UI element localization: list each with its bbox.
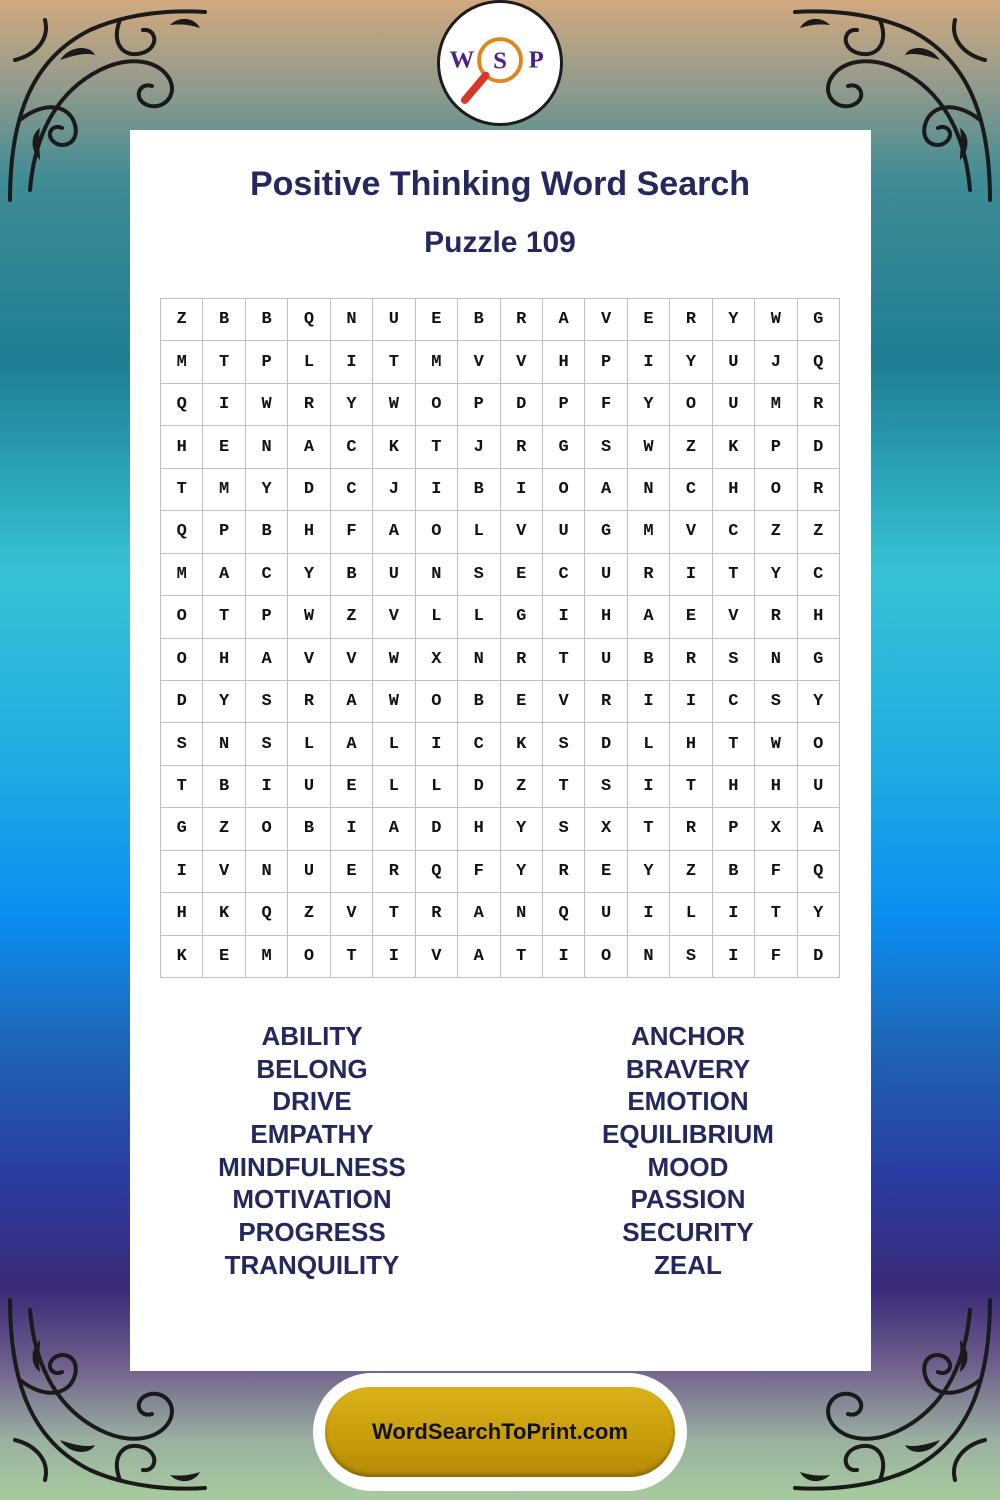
grid-cell[interactable]: T xyxy=(203,341,245,383)
grid-cell[interactable]: F xyxy=(585,384,627,426)
grid-cell[interactable]: O xyxy=(585,936,627,978)
grid-cell[interactable]: A xyxy=(798,808,840,850)
grid-cell[interactable]: H xyxy=(203,639,245,681)
grid-cell[interactable]: R xyxy=(501,426,543,468)
grid-cell[interactable]: A xyxy=(585,469,627,511)
grid-cell[interactable]: O xyxy=(161,639,203,681)
grid-cell[interactable]: U xyxy=(373,554,415,596)
grid-cell[interactable]: P xyxy=(458,384,500,426)
grid-cell[interactable]: W xyxy=(755,723,797,765)
grid-cell[interactable]: I xyxy=(713,893,755,935)
grid-cell[interactable]: W xyxy=(373,384,415,426)
grid-cell[interactable]: Q xyxy=(798,851,840,893)
search-word: DRIVE xyxy=(272,1086,352,1117)
grid-cell[interactable]: R xyxy=(670,808,712,850)
search-word: ABILITY xyxy=(261,1021,363,1051)
grid-cell[interactable]: M xyxy=(161,554,203,596)
grid-cell[interactable]: T xyxy=(713,723,755,765)
magnifier-logo-icon xyxy=(440,3,560,123)
grid-cell[interactable]: X xyxy=(416,639,458,681)
grid-cell[interactable]: W xyxy=(628,426,670,468)
grid-cell[interactable]: N xyxy=(416,554,458,596)
grid-cell[interactable]: U xyxy=(585,893,627,935)
grid-cell[interactable]: Q xyxy=(288,299,330,341)
grid-cell[interactable]: V xyxy=(331,893,373,935)
grid-cell[interactable]: R xyxy=(628,554,670,596)
grid-cell[interactable]: M xyxy=(246,936,288,978)
grid-cell[interactable]: B xyxy=(203,766,245,808)
grid-cell[interactable]: I xyxy=(416,469,458,511)
grid-cell[interactable]: B xyxy=(458,681,500,723)
grid-cell[interactable]: A xyxy=(203,554,245,596)
grid-cell[interactable]: E xyxy=(331,851,373,893)
grid-cell[interactable]: I xyxy=(628,766,670,808)
grid-cell[interactable]: I xyxy=(331,341,373,383)
grid-cell[interactable]: S xyxy=(161,723,203,765)
grid-cell[interactable]: W xyxy=(288,596,330,638)
grid-cell[interactable]: Y xyxy=(628,851,670,893)
grid-cell[interactable]: A xyxy=(373,511,415,553)
grid-cell[interactable]: Y xyxy=(628,384,670,426)
grid-cell[interactable]: O xyxy=(416,511,458,553)
grid-cell[interactable]: B xyxy=(628,639,670,681)
grid-cell[interactable]: B xyxy=(458,469,500,511)
grid-cell[interactable]: L xyxy=(628,723,670,765)
grid-cell[interactable]: L xyxy=(458,596,500,638)
grid-cell[interactable]: V xyxy=(458,341,500,383)
grid-cell[interactable]: L xyxy=(288,723,330,765)
grid-cell[interactable]: A xyxy=(331,681,373,723)
grid-cell[interactable]: F xyxy=(755,936,797,978)
grid-cell[interactable]: K xyxy=(203,893,245,935)
grid-cell[interactable]: T xyxy=(501,936,543,978)
grid-cell[interactable]: V xyxy=(331,639,373,681)
grid-cell[interactable]: R xyxy=(373,851,415,893)
grid-cell[interactable]: P xyxy=(246,596,288,638)
grid-cell[interactable]: Y xyxy=(501,851,543,893)
grid-cell[interactable]: P xyxy=(755,426,797,468)
grid-cell[interactable]: T xyxy=(543,639,585,681)
grid-cell[interactable]: S xyxy=(246,681,288,723)
grid-cell[interactable]: Z xyxy=(288,893,330,935)
grid-cell[interactable]: P xyxy=(585,341,627,383)
search-word: MOTIVATION xyxy=(232,1184,392,1215)
grid-cell[interactable]: Z xyxy=(670,851,712,893)
grid-cell[interactable]: S xyxy=(543,723,585,765)
grid-cell[interactable]: V xyxy=(501,511,543,553)
grid-cell[interactable]: W xyxy=(373,639,415,681)
grid-cell[interactable]: R xyxy=(501,299,543,341)
grid-cell[interactable]: R xyxy=(670,299,712,341)
grid-cell[interactable]: I xyxy=(246,766,288,808)
page-title: Positive Thinking Word Search xyxy=(249,165,751,203)
grid-cell[interactable]: S xyxy=(585,766,627,808)
grid-cell[interactable]: M xyxy=(203,469,245,511)
grid-cell[interactable]: C xyxy=(246,554,288,596)
grid-cell[interactable]: M xyxy=(416,341,458,383)
grid-cell[interactable]: S xyxy=(543,808,585,850)
grid-cell[interactable]: O xyxy=(798,723,840,765)
search-word: ZEAL xyxy=(654,1249,722,1280)
grid-cell[interactable]: R xyxy=(585,681,627,723)
grid-cell[interactable]: W xyxy=(246,384,288,426)
search-word: PASSION xyxy=(630,1184,746,1215)
grid-cell[interactable]: R xyxy=(288,384,330,426)
grid-cell[interactable]: H xyxy=(755,766,797,808)
grid-cell[interactable]: T xyxy=(416,426,458,468)
grid-cell[interactable]: I xyxy=(543,936,585,978)
grid-cell[interactable]: H xyxy=(798,596,840,638)
grid-cell[interactable]: I xyxy=(713,936,755,978)
grid-cell[interactable]: N xyxy=(628,469,670,511)
grid-cell[interactable]: T xyxy=(203,596,245,638)
grid-cell[interactable]: S xyxy=(585,426,627,468)
search-word: MOOD xyxy=(647,1151,729,1182)
grid-cell[interactable]: A xyxy=(331,723,373,765)
grid-cell[interactable]: L xyxy=(373,723,415,765)
grid-cell[interactable]: U xyxy=(288,851,330,893)
grid-cell[interactable]: X xyxy=(755,808,797,850)
grid-cell[interactable]: G xyxy=(585,511,627,553)
grid-cell[interactable]: L xyxy=(416,766,458,808)
grid-cell[interactable]: L xyxy=(416,596,458,638)
grid-cell[interactable]: N xyxy=(246,851,288,893)
grid-cell[interactable]: C xyxy=(798,554,840,596)
grid-cell[interactable]: P xyxy=(543,384,585,426)
grid-cell[interactable]: O xyxy=(755,469,797,511)
grid-cell[interactable]: H xyxy=(458,808,500,850)
grid-cell[interactable]: R xyxy=(543,851,585,893)
grid-cell[interactable]: B xyxy=(246,511,288,553)
logo-letter-s: S xyxy=(493,47,507,75)
grid-cell[interactable]: F xyxy=(331,511,373,553)
grid-cell[interactable]: V xyxy=(203,851,245,893)
grid-cell[interactable]: C xyxy=(713,681,755,723)
search-word: MINDFULNESS xyxy=(218,1151,406,1182)
search-word: BRAVERY xyxy=(625,1053,751,1084)
grid-cell[interactable]: N xyxy=(501,893,543,935)
grid-cell[interactable]: E xyxy=(203,936,245,978)
grid-cell[interactable]: D xyxy=(416,808,458,850)
grid-cell[interactable]: C xyxy=(670,469,712,511)
grid-cell[interactable]: Q xyxy=(246,893,288,935)
search-word: BELONG xyxy=(256,1053,368,1084)
grid-cell[interactable]: J xyxy=(373,469,415,511)
grid-cell[interactable]: T xyxy=(628,808,670,850)
grid-cell[interactable]: D xyxy=(458,766,500,808)
grid-cell[interactable]: H xyxy=(543,341,585,383)
search-word: EMPATHY xyxy=(250,1119,374,1150)
grid-cell[interactable]: Y xyxy=(670,341,712,383)
grid-cell[interactable]: T xyxy=(543,766,585,808)
search-word: TRANQUILITY xyxy=(224,1249,400,1280)
grid-cell[interactable]: Q xyxy=(543,893,585,935)
grid-cell[interactable]: U xyxy=(585,554,627,596)
grid-cell[interactable]: U xyxy=(713,384,755,426)
grid-cell[interactable]: T xyxy=(331,936,373,978)
grid-cell[interactable]: A xyxy=(458,936,500,978)
grid-cell[interactable]: G xyxy=(798,299,840,341)
grid-cell[interactable]: I xyxy=(628,893,670,935)
grid-cell[interactable]: Z xyxy=(331,596,373,638)
grid-cell[interactable]: Z xyxy=(798,511,840,553)
grid-cell[interactable]: P xyxy=(203,511,245,553)
search-word: SECURITY xyxy=(622,1217,754,1248)
grid-cell[interactable]: D xyxy=(798,936,840,978)
grid-cell[interactable]: Z xyxy=(670,426,712,468)
grid-cell[interactable]: B xyxy=(288,808,330,850)
grid-cell[interactable]: N xyxy=(755,639,797,681)
wsp-logo xyxy=(437,0,563,126)
grid-cell[interactable]: V xyxy=(543,681,585,723)
grid-cell[interactable]: U xyxy=(288,766,330,808)
grid-cell[interactable]: Y xyxy=(203,681,245,723)
grid-cell[interactable]: G xyxy=(161,808,203,850)
grid-cell[interactable]: Y xyxy=(798,681,840,723)
word-list-left xyxy=(132,1020,492,1282)
grid-cell[interactable]: X xyxy=(585,808,627,850)
grid-cell[interactable]: R xyxy=(670,639,712,681)
grid-cell[interactable]: I xyxy=(501,469,543,511)
grid-cell[interactable]: A xyxy=(288,426,330,468)
grid-cell[interactable]: C xyxy=(543,554,585,596)
grid-cell[interactable]: C xyxy=(713,511,755,553)
grid-cell[interactable]: E xyxy=(501,554,543,596)
grid-cell[interactable]: R xyxy=(798,469,840,511)
grid-cell[interactable]: E xyxy=(416,299,458,341)
logo-letter-p: P xyxy=(528,46,544,74)
grid-cell[interactable]: Z xyxy=(501,766,543,808)
grid-cell[interactable]: N xyxy=(458,639,500,681)
grid-cell[interactable]: I xyxy=(373,936,415,978)
grid-cell[interactable]: A xyxy=(373,808,415,850)
grid-cell[interactable]: G xyxy=(798,639,840,681)
grid-cell[interactable]: C xyxy=(458,723,500,765)
grid-cell[interactable]: P xyxy=(246,341,288,383)
grid-cell[interactable]: T xyxy=(161,766,203,808)
grid-cell[interactable]: R xyxy=(501,639,543,681)
grid-cell[interactable]: Y xyxy=(246,469,288,511)
grid-cell[interactable]: S xyxy=(246,723,288,765)
grid-cell[interactable]: Y xyxy=(501,808,543,850)
grid-cell[interactable]: O xyxy=(161,596,203,638)
puzzle-number: Puzzle 109 xyxy=(424,226,576,259)
grid-cell[interactable]: Y xyxy=(288,554,330,596)
grid-cell[interactable]: W xyxy=(755,299,797,341)
grid-cell[interactable]: N xyxy=(628,936,670,978)
search-word: PROGRESS xyxy=(238,1217,386,1248)
grid-cell[interactable]: T xyxy=(373,341,415,383)
grid-cell[interactable]: S xyxy=(458,554,500,596)
grid-cell[interactable]: H xyxy=(585,596,627,638)
grid-cell[interactable]: U xyxy=(798,766,840,808)
grid-cell[interactable]: O xyxy=(543,469,585,511)
grid-cell[interactable]: D xyxy=(501,384,543,426)
grid-cell[interactable]: V xyxy=(670,511,712,553)
grid-cell[interactable]: R xyxy=(416,893,458,935)
grid-cell[interactable]: T xyxy=(670,766,712,808)
grid-cell[interactable]: V xyxy=(501,341,543,383)
grid-cell[interactable]: L xyxy=(288,341,330,383)
grid-cell[interactable]: O xyxy=(416,384,458,426)
grid-cell[interactable]: B xyxy=(246,299,288,341)
grid-cell[interactable]: G xyxy=(543,426,585,468)
grid-cell[interactable]: H xyxy=(161,426,203,468)
grid-cell[interactable]: R xyxy=(755,596,797,638)
grid-cell[interactable]: Q xyxy=(798,341,840,383)
grid-cell[interactable]: O xyxy=(670,384,712,426)
grid-cell[interactable]: V xyxy=(585,299,627,341)
grid-cell[interactable]: N xyxy=(246,426,288,468)
grid-cell[interactable]: G xyxy=(501,596,543,638)
grid-cell[interactable]: K xyxy=(373,426,415,468)
grid-cell[interactable]: I xyxy=(628,681,670,723)
grid-cell[interactable]: Q xyxy=(416,851,458,893)
grid-cell[interactable]: U xyxy=(543,511,585,553)
grid-cell[interactable]: A xyxy=(543,299,585,341)
grid-cell[interactable]: U xyxy=(585,639,627,681)
grid-cell[interactable]: A xyxy=(458,893,500,935)
grid-cell[interactable]: M xyxy=(161,341,203,383)
grid-cell[interactable]: H xyxy=(713,469,755,511)
grid-cell[interactable]: E xyxy=(501,681,543,723)
grid-cell[interactable]: Y xyxy=(331,384,373,426)
grid-cell[interactable]: K xyxy=(161,936,203,978)
grid-cell[interactable]: P xyxy=(713,808,755,850)
grid-cell[interactable]: B xyxy=(713,851,755,893)
grid-cell[interactable]: V xyxy=(713,596,755,638)
grid-cell[interactable]: H xyxy=(288,511,330,553)
grid-cell[interactable]: N xyxy=(331,299,373,341)
grid-cell[interactable]: I xyxy=(543,596,585,638)
grid-cell[interactable]: C xyxy=(331,469,373,511)
grid-cell[interactable]: B xyxy=(331,554,373,596)
grid-cell[interactable]: M xyxy=(755,384,797,426)
grid-cell[interactable]: O xyxy=(416,681,458,723)
grid-cell[interactable]: A xyxy=(246,639,288,681)
grid-cell[interactable]: E xyxy=(628,299,670,341)
grid-cell[interactable]: C xyxy=(331,426,373,468)
grid-cell[interactable]: Z xyxy=(203,808,245,850)
search-word: EQUILIBRIUM xyxy=(602,1119,774,1150)
grid-cell[interactable]: V xyxy=(288,639,330,681)
grid-cell[interactable]: I xyxy=(161,851,203,893)
grid-cell[interactable]: H xyxy=(670,723,712,765)
grid-cell[interactable]: L xyxy=(373,766,415,808)
grid-cell[interactable]: N xyxy=(203,723,245,765)
grid-cell[interactable]: T xyxy=(161,469,203,511)
grid-cell[interactable]: H xyxy=(713,766,755,808)
grid-cell[interactable]: Z xyxy=(161,299,203,341)
grid-cell[interactable]: E xyxy=(670,596,712,638)
logo-letter-w: W xyxy=(449,46,475,74)
search-word: ANCHOR xyxy=(630,1021,746,1051)
grid-cell[interactable]: R xyxy=(288,681,330,723)
grid-cell[interactable]: I xyxy=(416,723,458,765)
grid-cell[interactable]: I xyxy=(203,384,245,426)
grid-cell[interactable]: Y xyxy=(713,299,755,341)
grid-cell[interactable]: I xyxy=(628,341,670,383)
website-label: WordSearchToPrint.com xyxy=(325,1387,675,1477)
grid-cell[interactable]: I xyxy=(331,808,373,850)
grid-cell[interactable]: D xyxy=(161,681,203,723)
grid-cell[interactable]: O xyxy=(288,936,330,978)
grid-cell[interactable]: V xyxy=(373,596,415,638)
grid-cell[interactable]: D xyxy=(585,723,627,765)
grid-cell[interactable]: I xyxy=(670,554,712,596)
grid-cell[interactable]: T xyxy=(713,554,755,596)
grid-cell[interactable]: Y xyxy=(798,893,840,935)
grid-cell[interactable]: S xyxy=(670,936,712,978)
grid-cell[interactable]: I xyxy=(670,681,712,723)
grid-cell[interactable]: B xyxy=(458,299,500,341)
grid-cell[interactable]: F xyxy=(458,851,500,893)
grid-cell[interactable]: F xyxy=(755,851,797,893)
grid-cell[interactable]: K xyxy=(713,426,755,468)
grid-cell[interactable]: E xyxy=(203,426,245,468)
grid-cell[interactable]: T xyxy=(755,893,797,935)
grid-cell[interactable]: K xyxy=(501,723,543,765)
grid-cell[interactable]: D xyxy=(288,469,330,511)
grid-cell[interactable]: H xyxy=(161,893,203,935)
grid-cell[interactable]: E xyxy=(585,851,627,893)
grid-cell[interactable]: U xyxy=(373,299,415,341)
grid-cell[interactable]: Y xyxy=(755,554,797,596)
word-list-right xyxy=(508,1020,868,1282)
grid-cell[interactable]: S xyxy=(755,681,797,723)
grid-cell[interactable]: J xyxy=(458,426,500,468)
grid-cell[interactable]: B xyxy=(203,299,245,341)
grid-cell[interactable]: W xyxy=(373,681,415,723)
grid-cell[interactable]: J xyxy=(755,341,797,383)
website-button[interactable] xyxy=(313,1373,687,1491)
grid-cell[interactable]: M xyxy=(628,511,670,553)
grid-cell[interactable]: V xyxy=(416,936,458,978)
grid-cell[interactable]: Q xyxy=(161,511,203,553)
grid-cell[interactable]: T xyxy=(373,893,415,935)
grid-cell[interactable]: L xyxy=(670,893,712,935)
grid-cell[interactable]: E xyxy=(331,766,373,808)
grid-cell[interactable]: L xyxy=(458,511,500,553)
search-word: EMOTION xyxy=(627,1086,749,1117)
grid-cell[interactable]: A xyxy=(628,596,670,638)
grid-cell[interactable]: R xyxy=(798,384,840,426)
grid-cell[interactable]: D xyxy=(798,426,840,468)
grid-cell[interactable]: Q xyxy=(161,384,203,426)
grid-cell[interactable]: U xyxy=(713,341,755,383)
grid-cell[interactable]: O xyxy=(246,808,288,850)
grid-cell[interactable]: S xyxy=(713,639,755,681)
grid-cell[interactable]: Z xyxy=(755,511,797,553)
letter-grid xyxy=(160,298,840,978)
